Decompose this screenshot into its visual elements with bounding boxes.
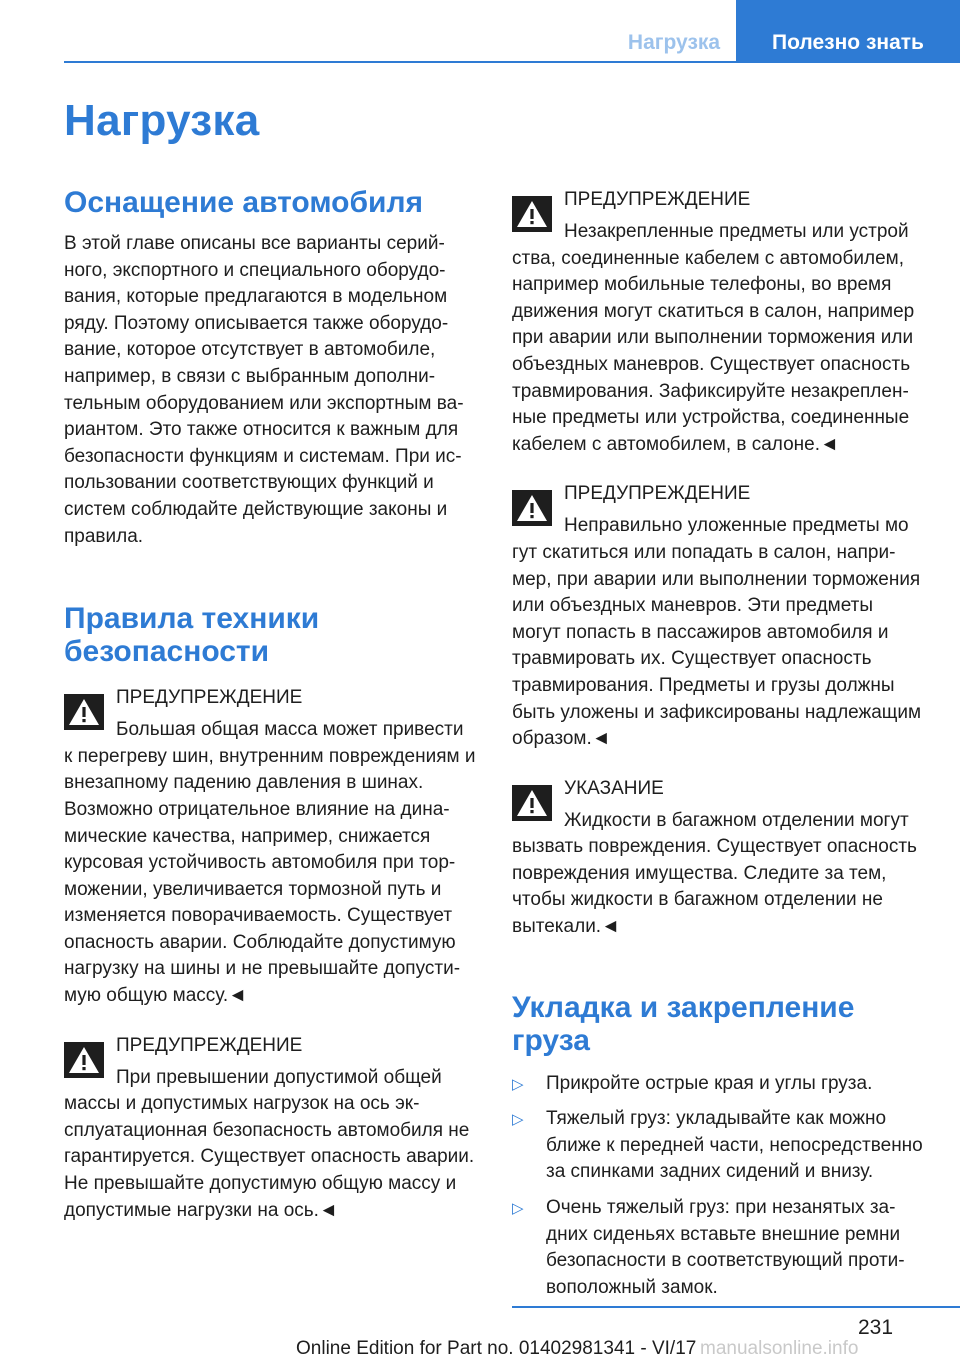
warning-block: [64, 684, 479, 1010]
warning-text: массы и допустимых нагрузок на ось эксплуатационная безопасность автомобиля не гарантируется. Существует опасность аварии. Не превышайте допустимую общую массу и допустимые нагрузки на ось.◄: [64, 1093, 475, 1221]
section-title-cargo: Укладка и закрепление груза: [512, 990, 855, 1057]
warning-block: [512, 480, 927, 752]
page-number: 231: [858, 1316, 894, 1339]
warning-heading: ПРЕДУПРЕЖДЕНИЕ: [116, 1034, 303, 1056]
notice-block: [512, 775, 927, 941]
header-section: Нагрузка: [627, 31, 721, 54]
warning-heading: ПРЕДУПРЕЖДЕНИЕ: [564, 189, 751, 210]
watermark: manualsonline.info: [700, 1338, 859, 1359]
warning-text: гут скатиться или попадать в салон, например, при аварии или выполнении торможения или объездных маневров. Эти предметы могут попасть в пассажиров автомобиля и травмировать их. Существует опасность травмирования. Предметы и грузы должны быть уложены и зафиксированы надлежащим образом.◄: [512, 541, 922, 750]
triangle-right-icon: ▷: [512, 1075, 524, 1093]
triangle-right-icon: ▷: [512, 1200, 524, 1218]
warning-text: ства, соединенные кабелем с автомобилем, например мобильные телефоны, во время движения могут скатиться в салон, например при аварии или выполнении торможения или объездных маневров. Существует опасность травмирования. Зафиксируйте незакрепленные предметы или устройства, соединенные кабелем с автомобилем, в салоне.◄: [512, 247, 915, 455]
warning-heading: ПРЕДУПРЕЖДЕНИЕ: [564, 483, 751, 505]
list-item: [512, 1106, 927, 1186]
list-item: [512, 1195, 927, 1301]
cargo-list: [512, 1071, 927, 1302]
warning-triangle-icon: [64, 694, 104, 730]
warning-text-first: При превышении допустимой общей: [116, 1066, 442, 1088]
list-item: [512, 1071, 927, 1098]
edition-line: Online Edition for Part no. 01402981341 - VI/17: [296, 1338, 697, 1359]
header-rule: [64, 61, 960, 63]
equipment-text: В этой главе описаны все варианты серийного, экспортного и специального оборудования, которые предлагаются в модельном ряду. Поэтому описывается также оборудование, которое отсутствует в автомобиле, например, в связи с выбранным дополнительным оборудованием или экспортным вариантом. Это также относится к важным для безопасности функциям и системам. При использовании соответствующих функций и систем соблюдайте действующие законы и правила.: [64, 233, 464, 547]
list-item-text: Очень тяжелый груз: при незанятых задних сиденьях вставьте внешние ремни безопасности в соответствующий противоположный замок.: [546, 1197, 905, 1298]
warning-triangle-icon: [64, 1042, 104, 1078]
section-title-equipment: Оснащение автомобиля: [64, 186, 424, 219]
warning-triangle-icon: [512, 785, 552, 821]
section-title-safety: Правила техники безопасности: [64, 602, 320, 669]
list-item-text: Прикройте острые края и углы груза.: [546, 1072, 873, 1094]
warning-heading: ПРЕДУПРЕЖДЕНИЕ: [116, 687, 303, 709]
footer-rule: [512, 1306, 960, 1308]
warning-triangle-icon: [512, 196, 552, 232]
page-title: Нагрузка: [64, 96, 260, 145]
warning-text-first: Неправильно уложенные предметы мо: [564, 515, 909, 537]
left-column: [64, 186, 479, 1224]
warning-block: [512, 186, 927, 458]
notice-heading: УКАЗАНИЕ: [564, 777, 664, 799]
triangle-right-icon: ▷: [512, 1111, 524, 1129]
warning-block: [64, 1032, 479, 1225]
notice-text-first: Жидкости в багажном отделении могут: [564, 809, 909, 831]
warning-triangle-icon: [512, 490, 552, 526]
header-chapter: Полезно знать: [736, 0, 960, 62]
notice-text: вызвать повреждения. Существует опасность повреждения имущества. Следите за тем, чтобы жидкости в багажном отделении не вытекали.◄: [512, 836, 917, 938]
warning-text: к перегреву шин, внутренним повреждениям и внезапному падению давления в шинах. Возможно отрицательное влияние на динамические качества, например, снижается курсовая устойчивость автомобиля при торможении, увеличивается тормозной путь и изменяется поворачиваемость. Существует опасность аварии. Соблюдайте допустимую нагрузку на шины и не превышайте допустимую общую массу.◄: [64, 745, 476, 1007]
warning-text-first: Незакрепленные предметы или устрой: [564, 221, 909, 242]
right-column: [512, 186, 927, 1310]
warning-text-first: Большая общая масса может привести: [116, 719, 464, 741]
list-item-text: Тяжелый груз: укладывайте как можно ближе к передней части, непосредственно за спинками задних сидений и внизу.: [546, 1108, 923, 1183]
page-header: [0, 0, 960, 62]
